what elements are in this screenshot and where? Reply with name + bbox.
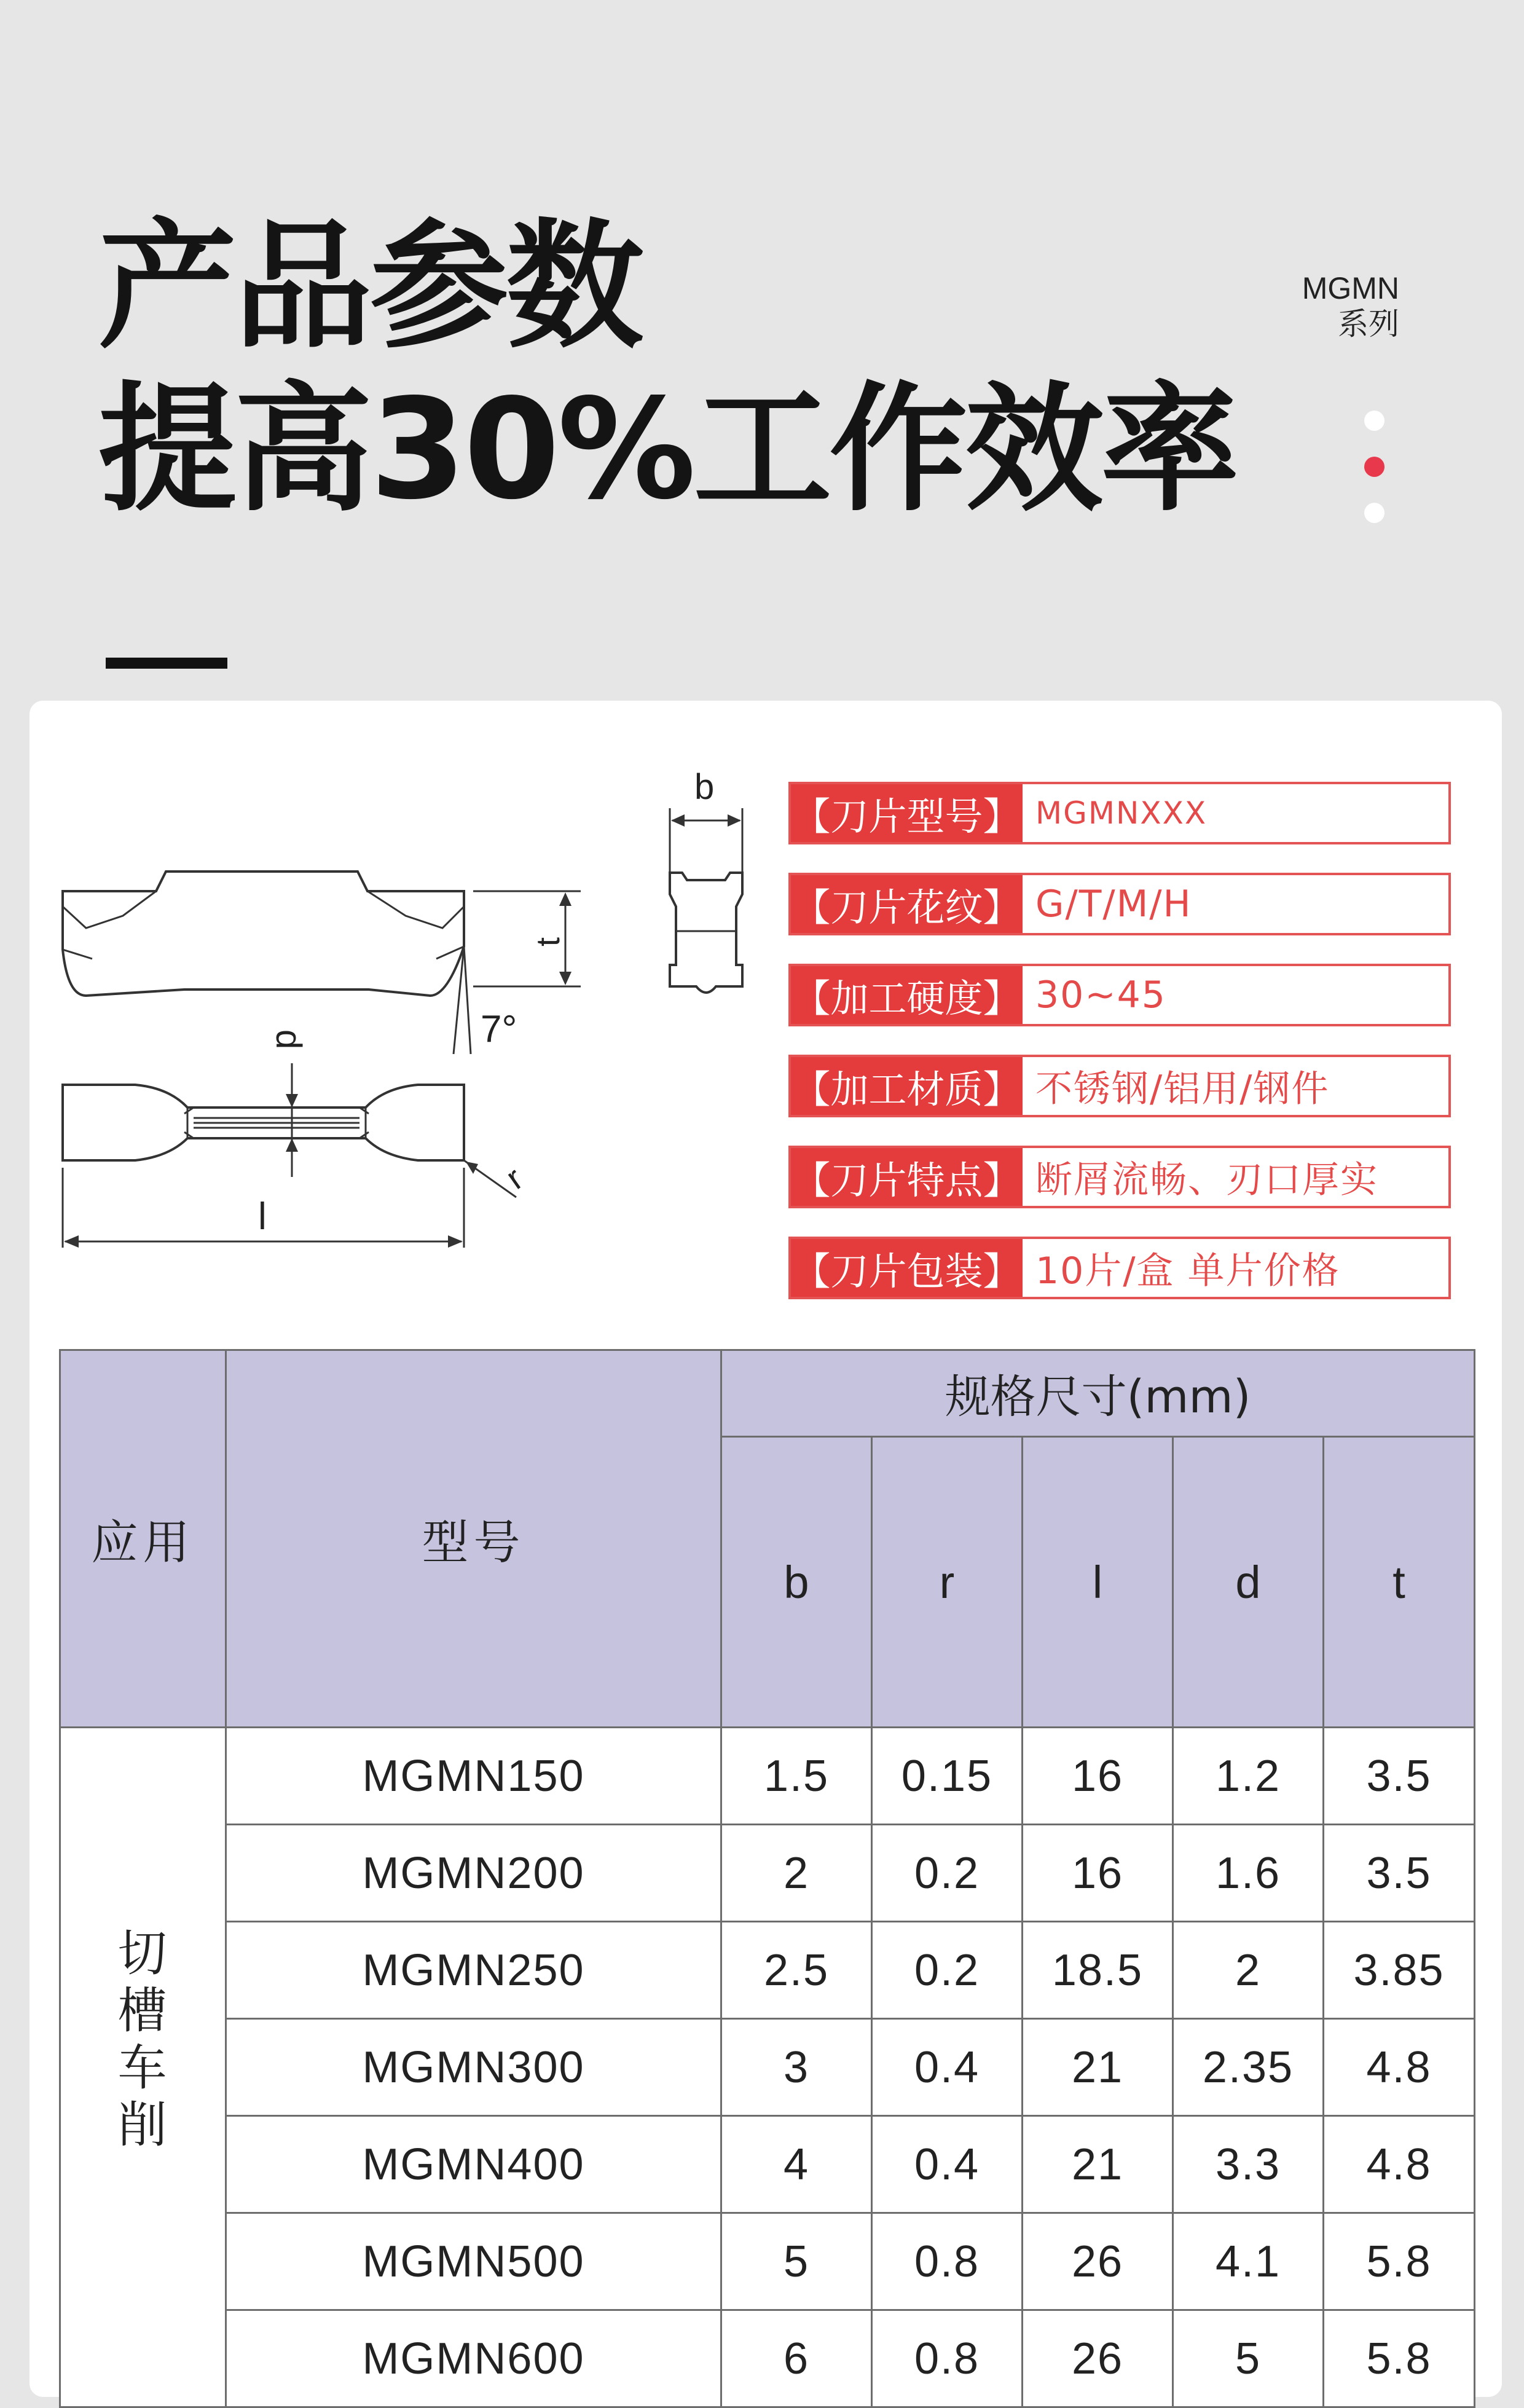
- col-header-t: t: [1324, 1437, 1475, 1728]
- cell-b: 4: [721, 2116, 872, 2213]
- cell-r: 0.2: [872, 1825, 1023, 1922]
- table-row: [60, 2116, 1475, 2213]
- spec-label: 【刀片型号】: [791, 784, 1023, 842]
- cell-d: 2: [1173, 1922, 1324, 2019]
- cell-r: 0.15: [872, 1728, 1023, 1825]
- col-header-l: l: [1023, 1437, 1173, 1728]
- cell-d: 2.35: [1173, 2019, 1324, 2116]
- table-row: [60, 2019, 1475, 2116]
- cell-d: 1.6: [1173, 1825, 1324, 1922]
- spec-label: 【刀片包装】: [791, 1239, 1023, 1297]
- cell-b: 6: [721, 2310, 872, 2407]
- spec-label: 【刀片特点】: [791, 1148, 1023, 1206]
- cell-l: 26: [1023, 2310, 1173, 2407]
- col-header-dimensions: 规格尺寸(mm): [721, 1350, 1475, 1437]
- spec-material: [788, 1055, 1451, 1117]
- insert-top-view: [63, 1063, 516, 1248]
- application-text: 切 槽 车 削: [117, 1926, 168, 2152]
- cell-t: 3.85: [1324, 1922, 1475, 2019]
- cell-model: MGMN600: [226, 2310, 721, 2407]
- spec-value: 10片/盒 单片价格: [1035, 1249, 1340, 1293]
- series-code: MGMN: [1302, 271, 1399, 305]
- spec-pattern: [788, 873, 1451, 935]
- cell-model: MGMN150: [226, 1728, 721, 1825]
- cell-t: 4.8: [1324, 2116, 1475, 2213]
- cell-b: 1.5: [721, 1728, 872, 1825]
- cell-l: 18.5: [1023, 1922, 1173, 2019]
- cell-d: 1.2: [1173, 1728, 1324, 1825]
- cell-t: 5.8: [1324, 2310, 1475, 2407]
- col-header-application: 应用: [60, 1350, 226, 1728]
- cell-b: 3: [721, 2019, 872, 2116]
- cell-d: 4.1: [1173, 2213, 1324, 2310]
- dim-label-b: b: [694, 767, 715, 807]
- spec-label: 【加工硬度】: [791, 966, 1023, 1024]
- cell-model: MGMN300: [226, 2019, 721, 2116]
- table-row: [60, 2310, 1475, 2407]
- cell-b: 2.5: [721, 1922, 872, 2019]
- insert-end-view: [670, 808, 742, 993]
- cell-model: MGMN500: [226, 2213, 721, 2310]
- spec-table: [59, 1349, 1475, 2408]
- cell-b: 2: [721, 1825, 872, 1922]
- dim-label-d: d: [269, 1029, 308, 1050]
- cell-t: 5.8: [1324, 2213, 1475, 2310]
- cell-r: 0.8: [872, 2310, 1023, 2407]
- table-row: [60, 1728, 1475, 1825]
- cell-t: 3.5: [1324, 1728, 1475, 1825]
- page-dot-2-active[interactable]: [1364, 457, 1385, 477]
- table-row: [60, 1825, 1475, 1922]
- page-title: 产品参数: [98, 207, 642, 368]
- spec-hardness: [788, 964, 1451, 1026]
- spec-value: MGMNXXX: [1035, 795, 1208, 831]
- cell-r: 0.4: [872, 2116, 1023, 2213]
- page-dot-1[interactable]: [1364, 411, 1385, 431]
- title-underline: [106, 658, 227, 669]
- application-cell: [60, 1728, 226, 2407]
- table-row: [60, 1922, 1475, 2019]
- dim-label-r: r: [499, 1160, 530, 1197]
- angle-label: 7°: [481, 1008, 517, 1050]
- spec-label: 【加工材质】: [791, 1057, 1023, 1115]
- cell-l: 16: [1023, 1728, 1173, 1825]
- spec-model: [788, 782, 1451, 844]
- col-header-b: b: [721, 1437, 872, 1728]
- cell-b: 5: [721, 2213, 872, 2310]
- cell-r: 0.4: [872, 2019, 1023, 2116]
- spec-value: G/T/M/H: [1035, 883, 1192, 926]
- spec-value: 不锈钢/铝用/钢件: [1035, 1068, 1330, 1111]
- col-header-d: d: [1173, 1437, 1324, 1728]
- cell-l: 26: [1023, 2213, 1173, 2310]
- table-row: [60, 2213, 1475, 2310]
- cell-model: MGMN250: [226, 1922, 721, 2019]
- page-dot-3[interactable]: [1364, 503, 1385, 523]
- cell-d: 3.3: [1173, 2116, 1324, 2213]
- cell-l: 16: [1023, 1825, 1173, 1922]
- spec-value: 断屑流畅、刃口厚实: [1035, 1159, 1378, 1202]
- col-header-model: 型号: [226, 1350, 721, 1728]
- col-header-r: r: [872, 1437, 1023, 1728]
- cell-l: 21: [1023, 2116, 1173, 2213]
- dim-label-l: l: [258, 1195, 267, 1238]
- cell-l: 21: [1023, 2019, 1173, 2116]
- series-label: [1302, 270, 1399, 342]
- insert-technical-drawing: [31, 762, 768, 1291]
- spec-label: 【刀片花纹】: [791, 875, 1023, 933]
- page-subtitle: 提高30%工作效率: [98, 369, 1237, 530]
- spec-packaging: [788, 1237, 1451, 1299]
- cell-t: 4.8: [1324, 2019, 1475, 2116]
- spec-features: [788, 1146, 1451, 1208]
- cell-t: 3.5: [1324, 1825, 1475, 1922]
- cell-model: MGMN400: [226, 2116, 721, 2213]
- cell-d: 5: [1173, 2310, 1324, 2407]
- spec-value: 30~45: [1035, 974, 1166, 1017]
- cell-r: 0.2: [872, 1922, 1023, 2019]
- series-suffix: 系列: [1338, 307, 1399, 341]
- cell-r: 0.8: [872, 2213, 1023, 2310]
- dim-label-t: t: [530, 937, 567, 946]
- cell-model: MGMN200: [226, 1825, 721, 1922]
